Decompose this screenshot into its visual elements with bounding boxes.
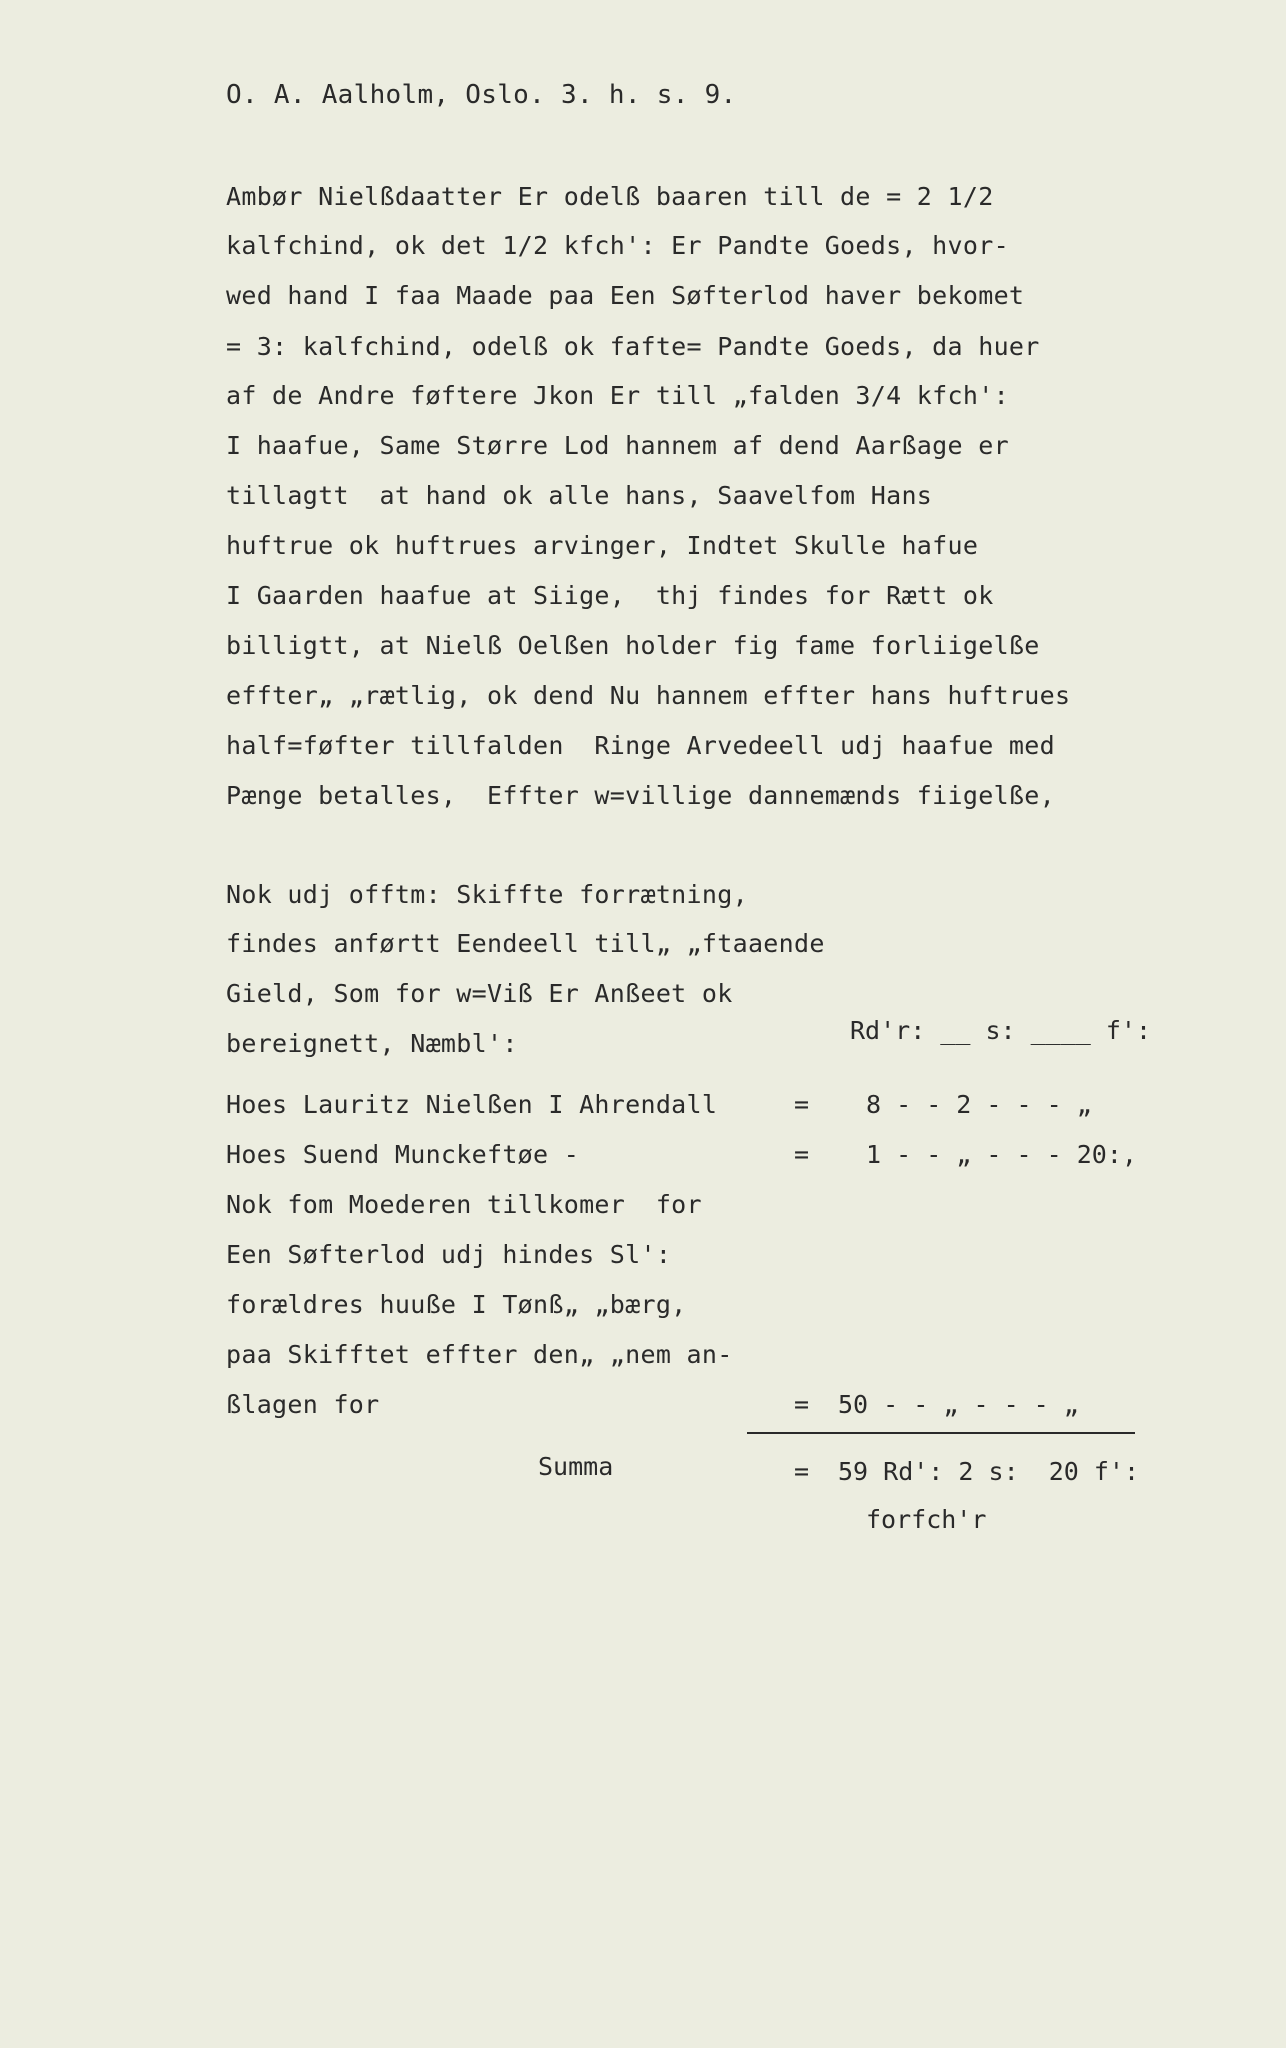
ledger-entry-label: Nok fom Moederen tillkomer for xyxy=(226,1190,702,1219)
ledger-entry-label: ßlagen for xyxy=(226,1390,380,1419)
ledger-entry-label: Hoes Suend Munckeftøe - xyxy=(226,1140,580,1169)
summa-label: Summa xyxy=(538,1452,614,1481)
text-line: Pænge betalles, Effter w=villige dannemænds fiigelße, xyxy=(226,781,1055,810)
ledger-entry-amount: 50 - - „ - - - „ xyxy=(838,1390,1079,1419)
sum-rule xyxy=(747,1432,1135,1434)
equals-sign: = xyxy=(794,1090,810,1119)
equals-sign: = xyxy=(794,1457,810,1486)
summa-note: forfch'r xyxy=(866,1505,987,1534)
ledger-entry-amount: 1 - - „ - - - 20:, xyxy=(866,1140,1137,1169)
equals-sign: = xyxy=(794,1140,810,1169)
document-header: O. A. Aalholm, Oslo. 3. h. s. 9. xyxy=(226,80,737,110)
currency-column-header: Rd'r: __ s: ____ f': xyxy=(850,1016,1152,1045)
text-line: effter„ „rætlig, ok dend Nu hannem effter hans huftrues xyxy=(226,681,1071,710)
ledger-entry-label: Hoes Lauritz Nielßen I Ahrendall xyxy=(226,1090,718,1119)
text-line: tillagtt at hand ok alle hans, Saavelfom Hans xyxy=(226,481,933,510)
ledger-entry-label: paa Skifftet effter den„ „nem an- xyxy=(226,1340,733,1369)
text-line: bereignett, Næmbl': xyxy=(226,1029,518,1058)
text-line: Nok udj offtm: Skiffte forrætning, xyxy=(226,880,748,909)
ledger-entry-amount: 8 - - 2 - - - „ xyxy=(866,1090,1092,1119)
text-line: = 3: kalfchind, odelß ok fafte= Pandte Goeds, da huer xyxy=(226,332,1040,361)
text-line: billigtt, at Nielß Oelßen holder fig fame forliigelße xyxy=(226,631,1040,660)
text-line: Gield, Som for w=Viß Er Anßeet ok xyxy=(226,979,733,1008)
ledger-entry-label: Een Søfterlod udj hindes Sl': xyxy=(226,1240,672,1269)
text-line: findes anførtt Eendeell till„ „ftaaende xyxy=(226,929,825,958)
ledger-entry-label: forældres huuße I Tønß„ „bærg, xyxy=(226,1290,687,1319)
text-line: wed hand I faa Maade paa Een Søfterlod haver bekomet xyxy=(226,281,1025,310)
summa-amount: 59 Rd': 2 s: 20 f': xyxy=(838,1457,1140,1486)
equals-sign: = xyxy=(794,1390,810,1419)
text-line: half=føfter tillfalden Ringe Arvedeell udj haafue med xyxy=(226,731,1055,760)
text-line: kalfchind, ok det 1/2 kfch': Er Pandte Goeds, hvor- xyxy=(226,231,1009,260)
text-line: af de Andre føftere Jkon Er till „falden 3/4 kfch': xyxy=(226,381,1009,410)
text-line: Ambør Nielßdaatter Er odelß baaren till de = 2 1/2 xyxy=(226,182,994,211)
text-line: I Gaarden haafue at Siige, thj findes for Rætt ok xyxy=(226,581,994,610)
text-line: huftrue ok huftrues arvinger, Indtet Skulle hafue xyxy=(226,531,979,560)
text-line: I haafue, Same Større Lod hannem af dend Aarßage er xyxy=(226,431,1009,460)
